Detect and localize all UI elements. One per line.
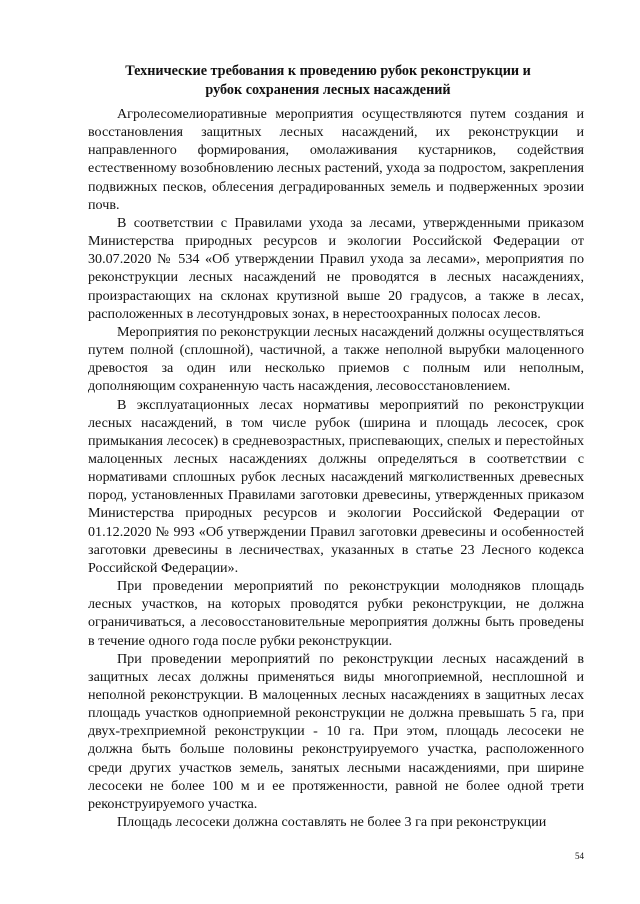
title-line-2: рубок сохранения лесных насаждений [205, 82, 451, 98]
paragraph-4: В эксплуатационных лесах нормативы мероприятий по реконструкции лесных насаждений, в том числе рубок (ширина и площадь лесосек, срок примыкания лесосек) в средневозрастных, приспевающих, спелых и перестойных малоценных лесных насаждениях должны определяться в соответствии с нормативами сплошных рубок лесных насаждений мягколиственных древесных пород, установленных Правилами заготовки древесины, утвержденных приказом Министерства природных ресурсов и экологии Российской Федерации от 01.12.2020 № 993 «Об утверждении Правил заготовки древесины и особенностей заготовки древесины в лесничествах, указанных в статье 23 Лесного кодекса Российской Федерации». [88, 396, 584, 576]
paragraph-2: В соответствии с Правилами ухода за лесами, утвержденными приказом Министерства природных ресурсов и экологии Российской Федерации от 30.07.2020 № 534 «Об утверждении Правил ухода за лесами», мероприятия по реконструкции лесных насаждений не проводятся в лесных насаждениях, произрастающих на склонах крутизной выше 20 градусов, а также в лесах, расположенных в лесотундровых зонах, в нерестоохранных полосах лесов. [88, 214, 584, 322]
paragraph-7: Площадь лесосеки должна составлять не более 3 га при реконструкции [117, 814, 547, 831]
page-number: 54 [575, 851, 584, 861]
paragraph-3: Мероприятия по реконструкции лесных насаждений должны осуществляться путем полной (сплошной), частичной, а также неполной вырубки малоценного древостоя за один или несколько приемов с полным или неполным, дополняющим сохраненную часть насаждения, лесовосстановлением. [88, 323, 584, 395]
paragraph-5: При проведении мероприятий по реконструкции молодняков площадь лесных участков, на которых проводятся рубки реконструкции, не должна ограничиваться, а лесовосстановительные мероприятия должны быть проведены в течение одного года после рубки реконструкции. [88, 578, 584, 649]
paragraph-1: Агролесомелиоративные мероприятия осуществляются путем создания и восстановления защитных лесных насаждений, их реконструкции и направленного формирования, омолаживания кустарников, содействия естественному возобновлению лесных растений, ухода за подростом, закрепления подвижных песков, облесения деградированных земель и подверженных эрозии почв. [88, 106, 584, 213]
document-body [88, 105, 584, 831]
page-title [88, 62, 568, 100]
paragraph-6: При проведении мероприятий по реконструкции лесных насаждений в защитных лесах должны применяться виды многоприемной, несплошной и неполной реконструкции. В малоценных лесных насаждениях в защитных лесах площадь участков одноприемной реконструкции не должна превышать 5 га, при двух-трехприемной реконструкции - 10 га. При этом, площадь лесосеки не должна быть больше половины реконструируемого участка, расположенного среди других участков земель, занятых лесными насаждениями, при ширине лесосеки не более 100 м и ее протяженности, равной не более одной трети реконструируемого участка. [88, 650, 584, 812]
title-line-1: Технические требования к проведению рубок реконструкции и [125, 63, 531, 79]
